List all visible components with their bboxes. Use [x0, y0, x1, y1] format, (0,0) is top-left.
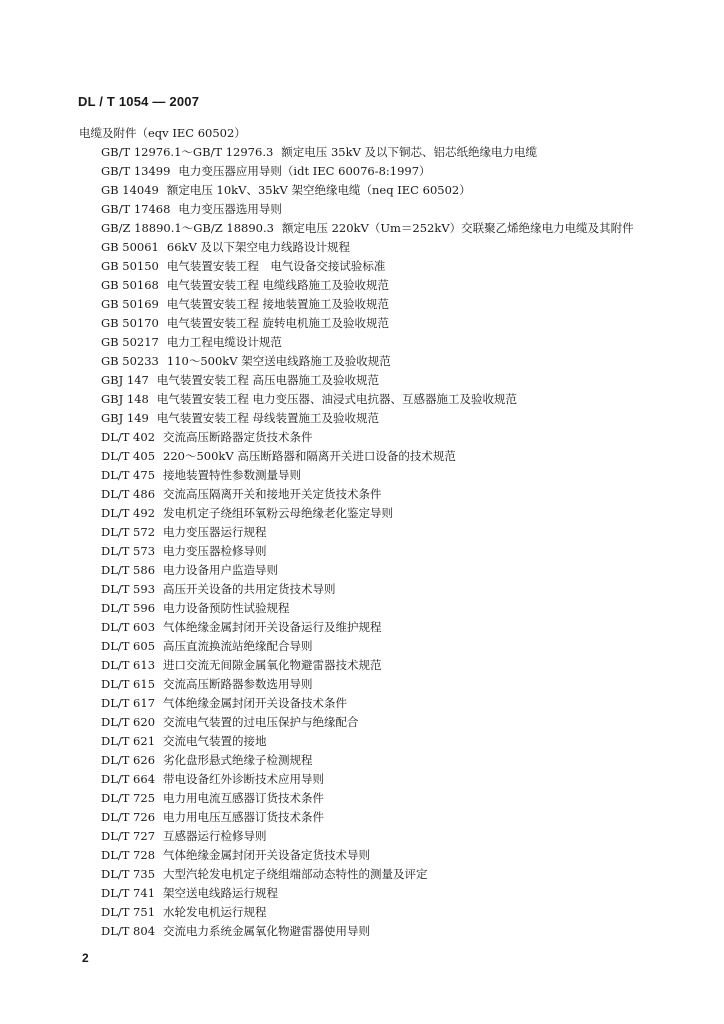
reference-title: 大型汽轮发电机定子绕组端部动态特性的测量及评定: [163, 867, 428, 881]
reference-item: [79, 143, 699, 162]
reference-title: 电力设备用户监造导则: [163, 563, 279, 577]
reference-item: [79, 922, 699, 941]
reference-title: 电力变压器运行规程: [163, 525, 267, 539]
reference-code: DL/T 605: [101, 639, 156, 653]
reference-item: [79, 390, 699, 409]
reference-item: [79, 789, 699, 808]
reference-item: [79, 865, 699, 884]
reference-title: 电气装置安装工程 旋转电机施工及验收规范: [166, 316, 390, 330]
reference-title: 电力变压器检修导则: [163, 544, 267, 558]
reference-code: DL/T 573: [101, 544, 156, 558]
reference-title: 水轮发电机运行规程: [163, 905, 267, 919]
reference-title: 气体绝缘金属封闭开关设备技术条件: [163, 696, 348, 710]
reference-title: 气体绝缘金属封闭开关设备运行及维护规程: [163, 620, 382, 634]
reference-title: 劣化盘形悬式绝缘子检测规程: [163, 753, 313, 767]
reference-code: DL/T 593: [101, 582, 156, 596]
reference-title: 电气装置安装工程 高压电器施工及验收规范: [156, 373, 380, 387]
reference-title: 66kV 及以下架空电力线路设计规程: [166, 240, 350, 254]
reference-code: DL/T 402: [101, 430, 156, 444]
reference-title: 交流高压隔离开关和接地开关定货技术条件: [163, 487, 382, 501]
reference-code: GB 50168: [101, 278, 159, 292]
reference-item: [79, 162, 699, 181]
reference-code: GB/T 17468: [101, 202, 171, 216]
reference-title: 电力用电流互感器订货技术条件: [163, 791, 325, 805]
reference-title: 额定电压 10kV、35kV 架空绝缘电缆（neq IEC 60502）: [166, 183, 471, 197]
reference-item: [79, 808, 699, 827]
reference-code: DL/T 572: [101, 525, 156, 539]
reference-code: DL/T 664: [101, 772, 156, 786]
reference-code: DL/T 621: [101, 734, 156, 748]
reference-code: GB 50061: [101, 240, 159, 254]
reference-code: GBJ 147: [101, 373, 149, 387]
reference-item: [79, 580, 699, 599]
reference-title: 带电设备红外诊断技术应用导则: [163, 772, 325, 786]
reference-item: [79, 219, 699, 238]
reference-code: GB 50170: [101, 316, 159, 330]
reference-code: DL/T 727: [101, 829, 156, 843]
reference-code: DL/T 596: [101, 601, 156, 615]
reference-code: GB/T 12976.1～GB/T 12976.3: [101, 145, 274, 159]
reference-code: DL/T 751: [101, 905, 156, 919]
reference-item: [79, 846, 699, 865]
reference-title: 进口交流无间隙金属氧化物避雷器技术规范: [163, 658, 382, 672]
reference-item: [79, 428, 699, 447]
reference-code: DL/T 725: [101, 791, 156, 805]
reference-item: [79, 447, 699, 466]
reference-code: GBJ 148: [101, 392, 149, 406]
reference-item: [79, 200, 699, 219]
reference-code: DL/T 741: [101, 886, 156, 900]
reference-code: DL/T 475: [101, 468, 156, 482]
reference-code: GBJ 149: [101, 411, 149, 425]
reference-title: 额定电压 220kV（Um＝252kV）交联聚乙烯绝缘电力电缆及其附件: [281, 221, 634, 235]
reference-title: 电力用电压互感器订货技术条件: [163, 810, 325, 824]
reference-item: [79, 523, 699, 542]
reference-item: [79, 713, 699, 732]
reference-title: 电气装置安装工程 母线装置施工及验收规范: [156, 411, 380, 425]
reference-list: [79, 143, 699, 941]
reference-title: 交流电气装置的接地: [163, 734, 267, 748]
reference-title: 高压开关设备的共用定货技术导则: [163, 582, 336, 596]
reference-item: [79, 903, 699, 922]
reference-code: DL/T 728: [101, 848, 156, 862]
reference-item: [79, 504, 699, 523]
reference-title: 电力变压器应用导则（idt IEC 60076-8:1997）: [178, 164, 431, 178]
reference-item: [79, 675, 699, 694]
reference-code: DL/T 586: [101, 563, 156, 577]
reference-item: [79, 884, 699, 903]
reference-item: [79, 314, 699, 333]
reference-item: [79, 181, 699, 200]
reference-title: 电气装置安装工程 电气设备交接试验标准: [166, 259, 386, 273]
reference-code: DL/T 735: [101, 867, 156, 881]
reference-title: 电力设备预防性试验规程: [163, 601, 290, 615]
reference-code: GB 50169: [101, 297, 159, 311]
reference-title: 电气装置安装工程 接地装置施工及验收规范: [166, 297, 390, 311]
reference-item: [79, 371, 699, 390]
reference-item: [79, 732, 699, 751]
reference-code: DL/T 486: [101, 487, 156, 501]
reference-title: 电气装置安装工程 电缆线路施工及验收规范: [166, 278, 390, 292]
reference-item: [79, 599, 699, 618]
reference-item: [79, 694, 699, 713]
reference-code: DL/T 804: [101, 924, 156, 938]
reference-code: GB/Z 18890.1～GB/Z 18890.3: [101, 221, 274, 235]
reference-item: [79, 295, 699, 314]
reference-item: [79, 276, 699, 295]
reference-code: GB 14049: [101, 183, 159, 197]
reference-title: 220～500kV 高压断路器和隔离开关进口设备的技术规范: [163, 449, 456, 463]
reference-title: 110～500kV 架空送电线路施工及验收规范: [166, 354, 391, 368]
reference-title: 高压直流换流站绝缘配合导则: [163, 639, 313, 653]
reference-title: 额定电压 35kV 及以下铜芯、铝芯纸绝缘电力电缆: [281, 145, 538, 159]
reference-code: GB 50150: [101, 259, 159, 273]
reference-title: 交流电气装置的过电压保护与绝缘配合: [163, 715, 359, 729]
reference-code: DL/T 613: [101, 658, 156, 672]
reference-item: [79, 257, 699, 276]
reference-title: 电气装置安装工程 电力变压器、油浸式电抗器、互感器施工及验收规范: [156, 392, 518, 406]
reference-item: [79, 770, 699, 789]
reference-code: DL/T 615: [101, 677, 156, 691]
reference-item: [79, 238, 699, 257]
reference-title: 气体绝缘金属封闭开关设备定货技术导则: [163, 848, 371, 862]
reference-title: 发电机定子绕组环氧粉云母绝缘老化鉴定导则: [163, 506, 394, 520]
reference-title: 接地装置特性参数测量导则: [163, 468, 302, 482]
reference-item: [79, 827, 699, 846]
reference-code: DL/T 626: [101, 753, 156, 767]
page-number: 2: [82, 951, 89, 965]
reference-code: DL/T 617: [101, 696, 156, 710]
reference-title: 交流高压断路器定货技术条件: [163, 430, 313, 444]
reference-item: [79, 333, 699, 352]
reference-code: DL/T 492: [101, 506, 156, 520]
reference-item: [79, 352, 699, 371]
reference-item: [79, 656, 699, 675]
reference-title: 交流电力系统金属氧化物避雷器使用导则: [163, 924, 371, 938]
reference-item: [79, 751, 699, 770]
reference-code: DL/T 620: [101, 715, 156, 729]
reference-title: 电力变压器选用导则: [178, 202, 282, 216]
standard-code-header: DL / T 1054 — 2007: [78, 94, 200, 109]
reference-title: 架空送电线路运行规程: [163, 886, 279, 900]
normative-references-body: [79, 124, 699, 941]
reference-title: 互感器运行检修导则: [163, 829, 267, 843]
reference-item: [79, 542, 699, 561]
reference-item: [79, 561, 699, 580]
reference-code: GB/T 13499: [101, 164, 171, 178]
reference-code: DL/T 405: [101, 449, 156, 463]
reference-code: DL/T 726: [101, 810, 156, 824]
reference-item: [79, 485, 699, 504]
reference-code: GB 50233: [101, 354, 159, 368]
reference-item: [79, 637, 699, 656]
reference-code: DL/T 603: [101, 620, 156, 634]
reference-item: [79, 466, 699, 485]
reference-code: GB 50217: [101, 335, 159, 349]
reference-item: [79, 409, 699, 428]
continuation-line: 电缆及附件（eqv IEC 60502）: [79, 126, 246, 140]
reference-title: 电力工程电缆设计规范: [166, 335, 282, 349]
reference-item: [79, 618, 699, 637]
reference-title: 交流高压断路器参数选用导则: [163, 677, 313, 691]
